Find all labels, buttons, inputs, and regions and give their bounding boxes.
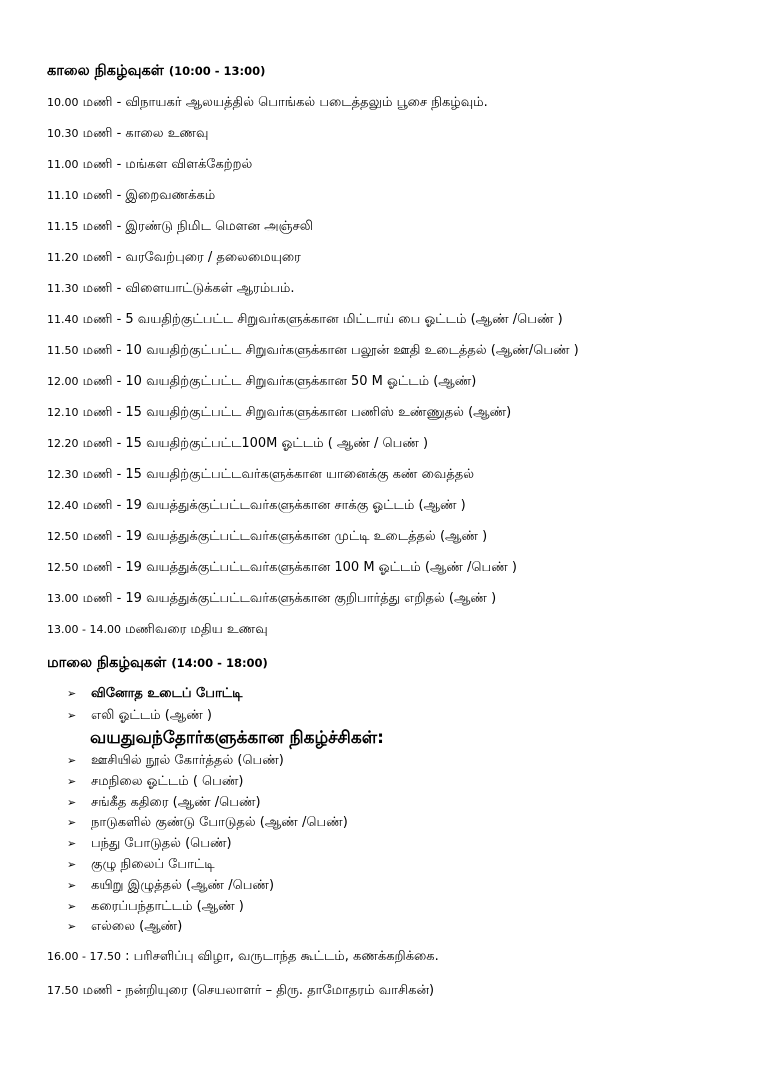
event-text: மணி - இறைவணக்கம் [82, 188, 216, 203]
event-text: மணி - 15 வயதிற்குட்பட்டவர்களுக்கான யானைக்கு கண் வைத்தல் [82, 467, 475, 482]
arrow-bullet-icon: ➢ [67, 858, 77, 871]
arrow-bullet-icon: ➢ [67, 878, 77, 892]
arrow-bullet-icon: ➢ [67, 837, 77, 851]
event-text: மணி - 15 வயதிற்குட்பட்ட100M ஓட்டம் ( ஆண் / பெண் ) [82, 436, 429, 451]
evening-title: மாலை நிகழ்வுகள் [47, 655, 167, 671]
time-label: 11.10 [47, 189, 79, 202]
schedule-row [47, 373, 476, 391]
bullet-item [67, 877, 274, 895]
bullet-item [67, 856, 215, 874]
time-label: 12.00 [47, 375, 79, 388]
schedule-row [47, 125, 209, 143]
time-label: 11.50 [47, 344, 79, 357]
schedule-row [47, 435, 428, 453]
bullet-item [67, 773, 243, 791]
arrow-bullet-icon: ➢ [67, 816, 77, 830]
time-label: 12.50 [47, 561, 79, 574]
time-label: 17.50 [47, 984, 79, 997]
closing-row [47, 982, 434, 1000]
schedule-row [47, 94, 488, 112]
morning-title: காலை நிகழ்வுகள் [47, 63, 164, 79]
morning-heading [47, 63, 265, 81]
event-text: மணி - காலை உணவு [82, 126, 209, 141]
event-text: மணி - 19 வயத்துக்குட்பட்டவர்களுக்கான முட்டி உடைத்தல் (ஆண் ) [82, 529, 488, 544]
time-label: 13.00 [47, 592, 79, 605]
arrow-bullet-icon: ➢ [67, 774, 77, 788]
schedule-row [47, 156, 252, 174]
schedule-row [47, 528, 487, 546]
bullet-text: எலி ஓட்டம் (ஆண் ) [91, 708, 212, 723]
schedule-row [47, 249, 301, 267]
event-text: மணி - 19 வயத்துக்குட்பட்டவர்களுக்கான சாக்கு ஓட்டம் (ஆண் ) [82, 498, 466, 513]
time-label: 11.20 [47, 251, 79, 264]
event-text: மணி - 19 வயத்துக்குட்பட்டவர்களுக்கான குறிபார்த்து எறிதல் (ஆண் ) [82, 591, 497, 606]
time-label: 12.40 [47, 499, 79, 512]
bullet-item [67, 752, 284, 770]
time-label: 12.20 [47, 437, 79, 450]
bullet-item [67, 835, 232, 853]
schedule-row [47, 280, 294, 298]
bullet-text: சமநிலை ஓட்டம் ( பெண்) [91, 773, 244, 789]
time-label: 11.00 [47, 158, 79, 171]
event-text: மணி - நன்றியுரை (செயலாளர் – திரு. தாமோதரம் வாசிகன்) [82, 983, 435, 998]
time-label: 11.15 [47, 220, 79, 233]
arrow-bullet-icon: ➢ [67, 709, 77, 722]
bullet-text: குழு நிலைப் போட்டி [91, 857, 215, 872]
bullet-text: நாடுகளில் குண்டு போடுதல் (ஆண் /பெண்) [91, 815, 348, 831]
bullet-item [67, 794, 261, 812]
schedule-row [47, 342, 579, 360]
time-label: 16.00 - 17.50 [47, 950, 121, 963]
adults-heading: வயதுவந்தோர்களுக்கான நிகழ்ச்சிகள்: [90, 728, 384, 748]
event-text: மணி - 10 வயதிற்குட்பட்ட சிறுவர்களுக்கான பலூன் ஊதி உடைத்தல் (ஆண்/பெண் ) [82, 343, 579, 358]
time-label: 12.30 [47, 468, 79, 481]
bullet-item [67, 685, 242, 703]
time-label: 10.30 [47, 127, 79, 140]
schedule-row [47, 218, 313, 236]
bullet-item [67, 814, 348, 832]
time-label: 10.00 [47, 96, 79, 109]
schedule-row [47, 187, 215, 205]
bullet-text: சங்கீத கதிரை (ஆண் /பெண்) [91, 794, 261, 810]
arrow-bullet-icon: ➢ [67, 754, 77, 767]
time-label: 12.50 [47, 530, 79, 543]
event-text: மணி - இரண்டு நிமிட மௌன அஞ்சலி [82, 219, 313, 234]
event-text: மணி - விளையாட்டுக்கள் ஆரம்பம். [82, 281, 295, 296]
event-text: : பரிசளிப்பு விழா, வருடாந்த கூட்டம், கணக்கறிக்கை. [125, 949, 439, 964]
arrow-bullet-icon: ➢ [67, 899, 77, 913]
event-text: மணி - விநாயகர் ஆலயத்தில் பொங்கல் படைத்தலும் பூசை நிகழ்வும். [82, 95, 488, 110]
schedule-row [47, 621, 268, 639]
schedule-row [47, 311, 563, 329]
bullet-item [67, 707, 212, 725]
evening-range: (14:00 - 18:00) [171, 656, 268, 670]
schedule-row [47, 466, 474, 484]
event-text: மணி - 10 வயதிற்குட்பட்ட சிறுவர்களுக்கான 50 M ஓட்டம் (ஆண்) [82, 374, 477, 389]
bullet-text: கயிறு இழுத்தல் (ஆண் /பெண்) [91, 877, 275, 893]
schedule-row [47, 590, 496, 608]
arrow-bullet-icon: ➢ [67, 920, 77, 934]
arrow-bullet-icon: ➢ [67, 795, 77, 809]
time-label: 11.30 [47, 282, 79, 295]
schedule-row [47, 404, 511, 422]
bullet-text: வினோத உடைப் போட்டி [91, 686, 243, 701]
schedule-row [47, 497, 466, 515]
time-label: 11.40 [47, 313, 79, 326]
event-text: மணிவரை மதிய உணவு [125, 622, 268, 637]
event-text: மணி - வரவேற்புரை / தலைமையுரை [82, 250, 301, 265]
event-text: மணி - மங்கள விளக்கேற்றல் [82, 157, 253, 172]
schedule-row [47, 559, 517, 577]
bullet-text: கரைப்பந்தாட்டம் (ஆண் ) [91, 898, 244, 914]
arrow-bullet-icon: ➢ [67, 687, 77, 700]
evening-heading [47, 655, 268, 673]
event-text: மணி - 19 வயத்துக்குட்பட்டவர்களுக்கான 100 M ஓட்டம் (ஆண் /பெண் ) [82, 560, 517, 575]
bullet-item [67, 918, 182, 936]
bullet-text: ஊசியில் நூல் கோர்த்தல் (பெண்) [91, 753, 284, 768]
bullet-item [67, 898, 244, 916]
bullet-text: எல்லை (ஆண்) [91, 919, 183, 935]
time-label: 12.10 [47, 406, 79, 419]
morning-range: (10:00 - 13:00) [168, 64, 266, 78]
event-text: மணி - 15 வயதிற்குட்பட்ட சிறுவர்களுக்கான பணிஸ் உண்ணுதல் (ஆண்) [82, 405, 512, 420]
closing-row [47, 948, 439, 966]
time-label: 13.00 - 14.00 [47, 623, 121, 636]
event-text: மணி - 5 வயதிற்குட்பட்ட சிறுவர்களுக்கான மிட்டாய் பை ஓட்டம் (ஆண் /பெண் ) [82, 312, 563, 327]
bullet-text: பந்து போடுதல் (பெண்) [91, 836, 232, 852]
